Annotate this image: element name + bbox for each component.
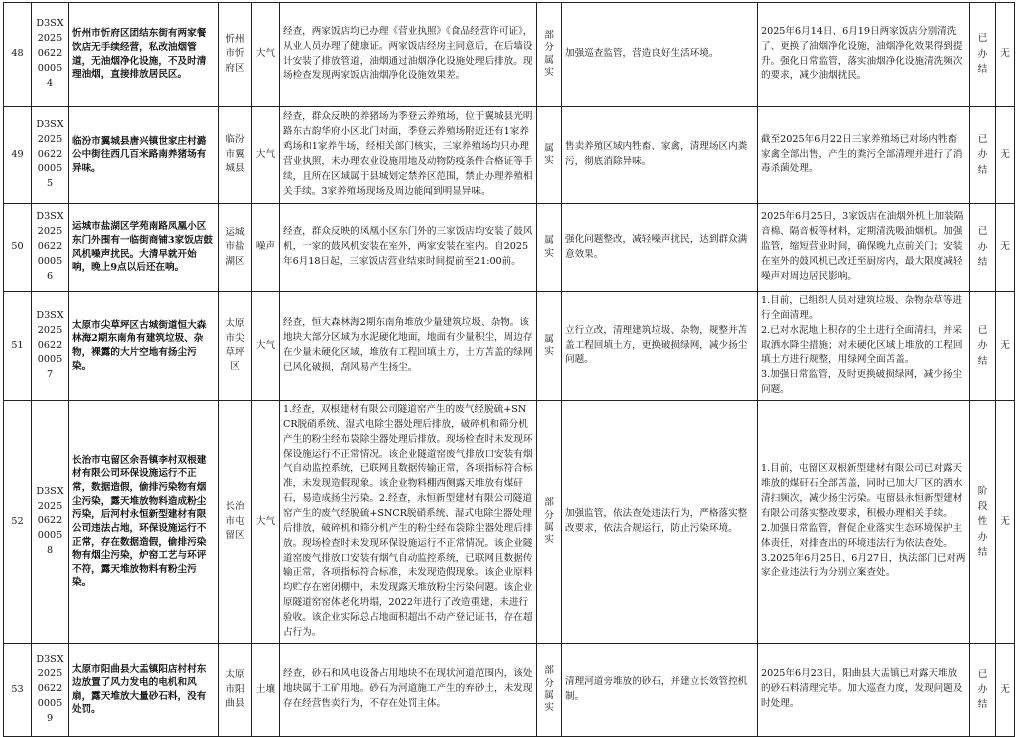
case-code: D3SX2025062200054 xyxy=(32,3,69,107)
investigation-result: 经查，群众反映的凤凰小区东门外的三家饭店均安装了鼓风机，一家的鼓风机安装在室外，两家安装在室内。自2025年6月18日起，三家饭店营业结束时间提前至21:00前。 xyxy=(280,204,537,292)
verification-status: 属实 xyxy=(537,204,562,292)
table-row xyxy=(4,3,1015,107)
handling-result-item: 3.2025年6月25日、6月27日，执法部门已对两家企业违法行为分别立案查处。 xyxy=(761,552,966,579)
accountability: 无 xyxy=(996,643,1015,736)
pollution-type: 噪声 xyxy=(252,204,280,292)
verification-status: 属实 xyxy=(537,292,562,401)
administrative-region: 临汾市翼城县 xyxy=(219,107,252,204)
case-code: D3SX2025062200059 xyxy=(32,643,69,736)
row-number: 53 xyxy=(4,643,32,736)
administrative-region: 长治市屯留区 xyxy=(219,401,252,644)
completion-status: 阶段性办结 xyxy=(970,401,996,644)
investigation-result: 经查，恒大森林海2期东南角堆放少量建筑垃圾、杂物。该地块大部分区域为水泥硬化地面，地面有少量积尘，周边存在少量未硬化区域，堆放有工程回填土方，土方苫盖的绿网已风化破损，刮风易产生扬尘。 xyxy=(280,292,537,401)
handling-result-item: 3.加强日常监管，及时更换破损绿网，减少扬尘问题。 xyxy=(761,369,963,396)
investigation-result: 经查，群众反映的养猪场为季登云养殖场，位于翼城县光明路东古韵华府小区北门对面，季登云养殖场附近还有1家养鸡场和1家养牛场，经相关部门核实，三家养殖场均只办理营业执照，未办理农业设施用地及动物防疫条件合格证等手续，且所在区域属于县城划定禁养区范围，禁止办理养殖相关手续。3家养殖场现场及周边能闻到明显异味。 xyxy=(280,107,537,204)
pollution-type: 大气 xyxy=(252,3,280,107)
completion-status: 已办结 xyxy=(970,3,996,107)
case-code: D3SX2025062200057 xyxy=(32,292,69,401)
handling-result-item: 2025年6月25日，3家饭店在油烟外机上加装隔音棉、隔音板等材料，定期清洗吸油烟机。加强监管，缩短营业时间，确保晚九点前关门；安装在室外的鼓风机已改迁至厨房内，最大限度减轻噪声对周边居民影响。 xyxy=(761,211,964,282)
table-row xyxy=(4,107,1015,204)
row-number: 50 xyxy=(4,204,32,292)
accountability: 无 xyxy=(996,401,1015,644)
accountability: 无 xyxy=(996,204,1015,292)
handling-result-item: 截至2025年6月22日三家养殖场已对场内牲畜家禽全部出售，产生的粪污全部清理并进行了消毒杀菌处理。 xyxy=(761,133,963,175)
investigation-result: 经查，砂石和风电设备占用地块不在现状河道范围内，该处地块属于工矿用地。砂石为河道施工产生的弃砂土，未发现存在经营售卖行为，不存在处罚主体。 xyxy=(280,643,537,736)
verification-status: 部分属实 xyxy=(537,643,562,736)
table-row xyxy=(4,643,1015,736)
verification-status: 属实 xyxy=(537,107,562,204)
handling-requirement: 立行立改，清理建筑垃圾、杂物，规整并苫盖工程回填土方，更换破损绿网，减少扬尘问题。 xyxy=(562,292,758,401)
administrative-region: 太原市阳曲县 xyxy=(219,643,252,736)
administrative-region: 忻州市忻府区 xyxy=(219,3,252,107)
accountability: 无 xyxy=(996,3,1015,107)
handling-requirement: 清理河道旁堆放的砂石，并建立长效管控机制。 xyxy=(562,643,758,736)
handling-result-item: 2.已对水泥地上积存的尘土进行全面清扫，并采取洒水降尘措施；对未硬化区域上堆放的工程回填土方进行规整，用绿网全面苫盖。 xyxy=(761,324,963,366)
complaint-content: 忻州市忻府区团结东街有两家餐饮店无手续经营，私改油烟管道，无油烟净化设施，不及时清理油烟，直接排放居民区。 xyxy=(69,3,219,107)
administrative-region: 运城市盐湖区 xyxy=(219,204,252,292)
petition-table xyxy=(3,2,1015,737)
handling-result-item: 2025年6月14日、6月19日两家饭店分别清洗了、更换了油烟净化设施，油烟净化效果得到提升。强化日常监管，落实油烟净化设施清洗频次的要求，减少油烟扰民。 xyxy=(761,25,963,82)
case-code: D3SX2025062200055 xyxy=(32,107,69,204)
verification-status: 部分属实 xyxy=(537,401,562,644)
row-number: 49 xyxy=(4,107,32,204)
complaint-content: 长治市屯留区余吾镇李村双根建材有限公司环保设施运行不正常，数据造假，偷排污染物有烟尘污染，露天堆放物料造成粉尘污染，后河村永恒新型建材有限公司违法占地，环保设施运行不正常，存在数据造假，偷排污染物有烟尘污染，炉窑工艺与环评不符，露天堆放物料有粉尘污染。 xyxy=(69,401,219,644)
handling-result xyxy=(758,401,970,644)
handling-result xyxy=(758,292,970,401)
case-code: D3SX2025062200056 xyxy=(32,204,69,292)
table-row xyxy=(4,204,1015,292)
handling-result xyxy=(758,643,970,736)
investigation-result: 经查，两家饭店均已办理《营业执照》《食品经营许可证》，从业人员办理了健康证。两家饭店经房主同意后，在后墙设计安装了排放管道，油烟通过油烟净化设施处理后排放。现场检查发现两家饭店油烟净化设施效果差。 xyxy=(280,3,537,107)
row-number: 52 xyxy=(4,401,32,644)
pollution-type: 土壤 xyxy=(252,643,280,736)
handling-result xyxy=(758,107,970,204)
pollution-type: 大气 xyxy=(252,401,280,644)
handling-requirement: 强化问题整改，减轻噪声扰民，达到群众满意效果。 xyxy=(562,204,758,292)
handling-requirement: 售卖养殖区域内牲畜、家禽，清理场区内粪污，彻底消除异味。 xyxy=(562,107,758,204)
row-number: 48 xyxy=(4,3,32,107)
completion-status: 已办结 xyxy=(970,292,996,401)
completion-status: 已办结 xyxy=(970,107,996,204)
accountability: 无 xyxy=(996,292,1015,401)
handling-result-item: 2025年6月23日，阳曲县大盂镇已对露天堆放的砂石料清理完毕。加大巡查力度，发现问题及时处理。 xyxy=(761,668,963,710)
complaint-content: 太原市阳曲县大盂镇阳店村村东边放置了风力发电的电机和风扇，露天堆放大量砂石料，没有处罚。 xyxy=(69,643,219,736)
handling-result xyxy=(758,204,970,292)
handling-requirement: 加强监管，依法查处违法行为，严格落实整改要求，依法合规运行，防止污染环境。 xyxy=(562,401,758,644)
pollution-type: 大气 xyxy=(252,292,280,401)
complaint-content: 临汾市翼城县唐兴镇世家庄村潞公中街往西几百米路南养猪场有异味。 xyxy=(69,107,219,204)
handling-result-item: 1.目前，已组织人员对建筑垃圾、杂物杂草等进行全面清理。 xyxy=(761,295,963,321)
complaint-content: 太原市尖草坪区古城街道恒大森林海2期东南角有建筑垃圾、杂物，裸露的大片空地有扬尘污染。 xyxy=(69,292,219,401)
completion-status: 已办结 xyxy=(970,643,996,736)
handling-result-item: 1.目前，屯留区双根新型建材有限公司已对露天堆放的煤矸石全部苫盖，同时已加大厂区的洒水清扫频次，减少扬尘污染。屯留县永恒新型建材有限公司落实整改要求，积极办理相关手续。 xyxy=(761,463,963,520)
table-row xyxy=(4,401,1015,644)
handling-result-item: 2.加强日常监管，督促企业落实生态环境保护主体责任，对排查出的环境违法行为依法查处。 xyxy=(761,522,963,549)
handling-result xyxy=(758,3,970,107)
accountability: 无 xyxy=(996,107,1015,204)
pollution-type: 大气 xyxy=(252,107,280,204)
investigation-result: 1.经查，双根建材有限公司隧道窑产生的废气经脱硫+SNCR脱硝系统、湿式电除尘器处理后排放，破碎机和筛分机产生的粉尘经布袋除尘器处理后排放。现场检查时未发现环保设施运行不正常情况。该企业隧道窑废气排放口安装有烟气自动监控系统，已联网且数据传输正常，各项指标符合标准，未发现造假现象。该企业物料棚西侧露天堆放有煤矸石，易造成扬尘污染。2.经查，永恒新型建材有限公司隧道窑产生的废气经脱硫+SNCR脱硝系统、湿式电除尘器处理后排放，破碎机和筛分机产生的粉尘经布袋除尘器处理后排放。现场检查时未发现环保设施运行不正常情况。该企业隧道窑废气排放口安装有烟气自动监控系统，已联网且数据传输正常，各项指标符合标准，未发现造假现象。该企业原料均贮存在密闭棚中，未发现露天堆放粉尘污染问题。该企业原隧道窑窑体老化坍塌，2022年进行了改造重建，未进行验收。该企业实际总占地面积超出不动产登记证书，存在超占行为。 xyxy=(280,401,537,644)
handling-requirement: 加强巡查监管，营造良好生活环境。 xyxy=(562,3,758,107)
completion-status: 已办结 xyxy=(970,204,996,292)
case-code: D3SX2025062200058 xyxy=(32,401,69,644)
administrative-region: 太原市尖草坪区 xyxy=(219,292,252,401)
table-row xyxy=(4,292,1015,401)
row-number: 51 xyxy=(4,292,32,401)
verification-status: 部分属实 xyxy=(537,3,562,107)
complaint-content: 运城市盐湖区学苑南路凤凰小区东门外围有一临街商铺3家饭店鼓风机噪声扰民。大清早就开始响，晚上9点以后还在响。 xyxy=(69,204,219,292)
